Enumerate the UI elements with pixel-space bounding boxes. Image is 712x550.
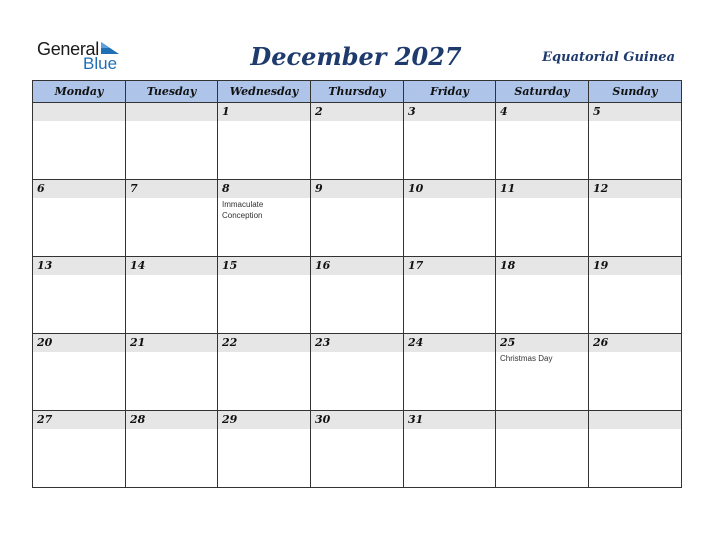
day-number: 29: [222, 413, 238, 426]
weekday-thursday: Thursday: [311, 81, 404, 103]
day-number-bar: [404, 180, 495, 198]
day-number-bar: [496, 180, 588, 198]
day-number: 12: [593, 182, 609, 195]
week-row: [33, 334, 682, 411]
holiday-label: Immaculate Conception: [222, 200, 264, 220]
day-number: 21: [130, 336, 146, 349]
day-cell: [33, 257, 126, 334]
logo-text-blue: Blue: [83, 54, 118, 73]
day-cell: [311, 257, 404, 334]
day-cell: [404, 411, 496, 488]
day-number-bar: [218, 411, 310, 429]
day-cell: [218, 257, 311, 334]
weekday-header-row: [33, 81, 682, 103]
day-cell: [33, 334, 126, 411]
day-cell: [126, 334, 218, 411]
day-number-bar: [126, 411, 217, 429]
day-number-bar: [126, 257, 217, 275]
day-number-bar: [218, 334, 310, 352]
day-cell: [404, 180, 496, 257]
day-cell: [589, 180, 682, 257]
day-number-bar: [496, 334, 588, 352]
day-number-bar: [311, 334, 403, 352]
day-number-bar: [589, 334, 681, 352]
day-number-bar: [33, 103, 125, 121]
day-number: 10: [408, 182, 424, 195]
day-number-bar: [218, 180, 310, 198]
day-number: 6: [37, 182, 45, 195]
day-number-bar: [218, 103, 310, 121]
weekday-friday: Friday: [404, 81, 496, 103]
day-cell: [218, 334, 311, 411]
day-number-bar: [311, 180, 403, 198]
day-number-bar: [311, 411, 403, 429]
day-number: 25: [500, 336, 516, 349]
day-number: 1: [222, 105, 230, 118]
day-cell: [311, 103, 404, 180]
day-number-bar: [33, 180, 125, 198]
day-number: 15: [222, 259, 238, 272]
day-number-bar: [404, 103, 495, 121]
day-cell: [496, 257, 589, 334]
day-number-bar: [496, 257, 588, 275]
day-number-bar: [218, 257, 310, 275]
day-number-bar: [126, 103, 217, 121]
calendar-grid: [32, 80, 682, 488]
day-cell: [589, 334, 682, 411]
week-row: [33, 411, 682, 488]
day-cell: [126, 257, 218, 334]
day-number-bar: [126, 334, 217, 352]
day-cell: [33, 411, 126, 488]
day-number-bar: [311, 257, 403, 275]
holiday-label: Christmas Day: [500, 354, 553, 363]
day-number-bar: [404, 257, 495, 275]
day-cell: [404, 334, 496, 411]
day-cell: [218, 103, 311, 180]
day-number: 26: [593, 336, 609, 349]
day-number: 19: [593, 259, 609, 272]
day-number: 30: [315, 413, 331, 426]
page-title: December 2027: [250, 42, 462, 71]
day-cell: [218, 180, 311, 257]
day-cell: [404, 103, 496, 180]
day-cell: [496, 180, 589, 257]
day-number-bar: [33, 257, 125, 275]
day-number-bar: [589, 103, 681, 121]
day-cell: [404, 257, 496, 334]
day-number-bar: [589, 180, 681, 198]
week-row: [33, 180, 682, 257]
day-number: 11: [500, 182, 516, 195]
day-cell: [589, 411, 682, 488]
day-cell: [311, 180, 404, 257]
day-number-bar: [33, 411, 125, 429]
day-number-bar: [126, 180, 217, 198]
day-number: 9: [315, 182, 323, 195]
day-number: 4: [500, 105, 508, 118]
day-number: 5: [593, 105, 601, 118]
weekday-sunday: Sunday: [589, 81, 682, 103]
weekday-saturday: Saturday: [496, 81, 589, 103]
day-number: 20: [37, 336, 53, 349]
day-number: 16: [315, 259, 331, 272]
day-cell: [496, 334, 589, 411]
week-row: [33, 257, 682, 334]
day-cell: [589, 103, 682, 180]
day-cell: [589, 257, 682, 334]
day-number: 3: [408, 105, 416, 118]
weekday-tuesday: Tuesday: [126, 81, 218, 103]
day-cell: [126, 103, 218, 180]
logo-text-general: General: [37, 39, 99, 59]
day-cell: [311, 334, 404, 411]
day-number: 14: [130, 259, 146, 272]
day-number-bar: [496, 411, 588, 429]
day-number: 18: [500, 259, 516, 272]
day-cell: [33, 180, 126, 257]
day-cell: [496, 103, 589, 180]
day-number-bar: [589, 411, 681, 429]
day-number: 2: [315, 105, 323, 118]
day-cell: [311, 411, 404, 488]
day-number-bar: [496, 103, 588, 121]
day-number: 8: [222, 182, 230, 195]
weekday-monday: Monday: [33, 81, 126, 103]
day-number: 27: [37, 413, 53, 426]
day-number: 22: [222, 336, 238, 349]
day-number: 28: [130, 413, 146, 426]
weekday-wednesday: Wednesday: [218, 81, 311, 103]
day-number: 23: [315, 336, 331, 349]
day-cell: [126, 180, 218, 257]
day-number-bar: [404, 411, 495, 429]
day-cell: [126, 411, 218, 488]
day-number: 17: [408, 259, 424, 272]
day-number-bar: [404, 334, 495, 352]
country-name: Equatorial Guinea: [542, 50, 675, 65]
day-number: 13: [37, 259, 53, 272]
day-number-bar: [33, 334, 125, 352]
day-number-bar: [311, 103, 403, 121]
day-cell: [496, 411, 589, 488]
day-cell: [33, 103, 126, 180]
day-number: 7: [130, 182, 138, 195]
day-cell: [218, 411, 311, 488]
day-number: 24: [408, 336, 424, 349]
week-row: [33, 103, 682, 180]
day-number: 31: [408, 413, 424, 426]
day-number-bar: [589, 257, 681, 275]
